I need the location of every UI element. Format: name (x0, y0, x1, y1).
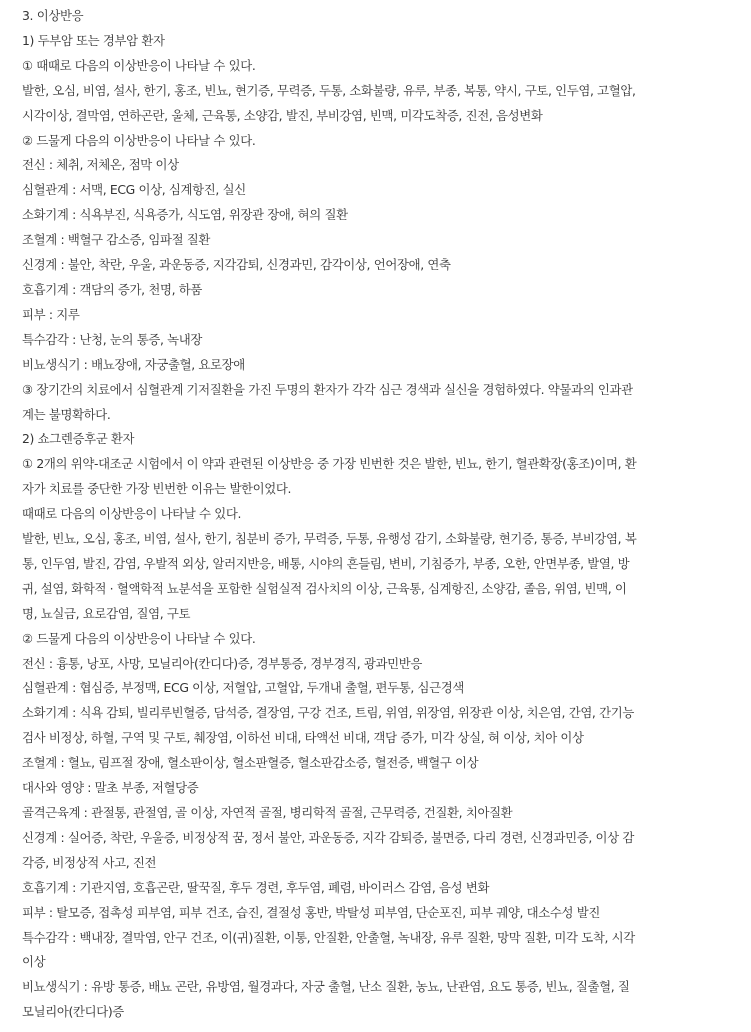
category-line: 소화기계 : 식욕부진, 식욕증가, 식도염, 위장관 장애, 혀의 질환 (22, 207, 348, 223)
text-line: 모닐리아(칸디다)증 (22, 1004, 124, 1020)
numbered-paragraph: ② 드물게 다음의 이상반응이 나타날 수 있다. (22, 630, 256, 646)
numbered-paragraph: ③ 장기간의 치료에서 심혈관계 기저질환을 가진 두명의 환자가 각각 심근 경색과 실신을 경험하였다. 약물과의 인과관 (22, 381, 633, 397)
numbered-paragraph: ① 2개의 위약-대조군 시험에서 이 약과 관련된 이상반응 중 가장 빈번한 것은 발한, 빈뇨, 한기, 혈관확장(홍조)이며, 환 (22, 456, 637, 472)
section-heading: 3. 이상반응 (22, 8, 84, 23)
text-line: 자가 치료를 중단한 가장 빈번한 이유는 발한이었다. (22, 481, 292, 497)
category-line: 대사와 영양 : 말초 부종, 저혈당증 (22, 780, 199, 796)
category-line: 심혈관계 : 협심증, 부정맥, ECG 이상, 저혈압, 고혈압, 두개내 출혈, 편두통, 심근경색 (22, 680, 465, 696)
category-line: 전신 : 체취, 저체온, 점막 이상 (22, 157, 179, 173)
category-line: 소화기계 : 식욕 감퇴, 빌리루빈혈증, 담석증, 결장염, 구강 건조, 트림, 위염, 위장염, 위장관 이상, 치은염, 간염, 간기능 (22, 705, 634, 721)
subsection-heading: 1) 두부암 또는 경부암 환자 (22, 32, 165, 48)
category-line: 조혈계 : 백혈구 감소증, 임파절 질환 (22, 232, 211, 248)
category-line: 호흡기계 : 기관지염, 호흡곤란, 딸꾹질, 후두 경련, 후두염, 폐렴, 바이러스 감염, 음성 변화 (22, 879, 490, 895)
text-line: 시각이상, 결막염, 연하곤란, 울체, 근육통, 소양감, 발진, 부비강염, 빈맥, 미각도착증, 진전, 음성변화 (22, 107, 543, 123)
text-line: 발한, 오심, 비염, 설사, 한기, 홍조, 빈뇨, 현기증, 무력증, 두통, 소화불량, 유루, 부종, 복통, 약시, 구토, 인두염, 고혈압, (22, 82, 636, 98)
category-line: 호흡기계 : 객담의 증가, 천명, 하품 (22, 281, 202, 297)
category-line: 특수감각 : 백내장, 결막염, 안구 건조, 이(귀)질환, 이통, 안질환, 안출혈, 녹내장, 유루 질환, 망막 질환, 미각 도착, 시각 (22, 929, 635, 945)
text-line: 때때로 다음의 이상반응이 나타날 수 있다. (22, 506, 242, 522)
category-line: 신경계 : 실어증, 착란, 우울증, 비정상적 꿈, 정서 불안, 과운동증, 지각 감퇴증, 불면증, 다리 경련, 신경과민증, 이상 감 (22, 829, 634, 845)
subsection-heading: 2) 쇼그렌증후군 환자 (22, 431, 135, 447)
category-line: 신경계 : 불안, 착란, 우울, 과운동증, 지각감퇴, 신경과민, 감각이상, 언어장애, 연축 (22, 257, 451, 273)
text-line: 명, 뇨실금, 요로감염, 질염, 구토 (22, 605, 191, 621)
category-line: 전신 : 흉통, 낭포, 사망, 모닐리아(칸디다)증, 경부통증, 경부경직, 광과민반응 (22, 655, 422, 671)
text-line: 검사 비정상, 하혈, 구역 및 구토, 췌장염, 이하선 비대, 타액선 비대, 객담 증가, 미각 상실, 혀 이상, 치아 이상 (22, 730, 584, 746)
category-line: 비뇨생식기 : 배뇨장애, 자궁출혈, 요로장애 (22, 356, 245, 372)
category-line: 피부 : 지루 (22, 306, 80, 322)
category-line: 골격근육계 : 관절통, 관절염, 골 이상, 자연적 골절, 병리학적 골절, 근무력증, 건질환, 치아질환 (22, 805, 513, 820)
category-line: 심혈관계 : 서맥, ECG 이상, 심계항진, 실신 (22, 182, 246, 198)
text-line: 계는 불명확하다. (22, 406, 111, 422)
category-line: 특수감각 : 난청, 눈의 통증, 녹내장 (22, 331, 202, 347)
text-line: 통, 인두염, 발진, 감염, 우발적 외상, 알러지반응, 배통, 시야의 흔들림, 변비, 기침증가, 부종, 오한, 안면부종, 발열, 방 (22, 555, 630, 571)
text-line: 이상 (22, 954, 46, 970)
text-line: 발한, 빈뇨, 오심, 홍조, 비염, 설사, 한기, 침분비 증가, 무력증, 두통, 유행성 감기, 소화불량, 현기증, 통증, 부비강염, 복 (22, 531, 637, 547)
numbered-paragraph: ② 드물게 다음의 이상반응이 나타날 수 있다. (22, 132, 256, 148)
text-line: 각증, 비정상적 사고, 진전 (22, 854, 157, 870)
category-line: 피부 : 탈모증, 접촉성 피부염, 피부 건조, 습진, 결절성 홍반, 박탈성 피부염, 단순포진, 피부 궤양, 대소수성 발진 (22, 904, 600, 920)
text-line: 귀, 설염, 화학적 · 혈액학적 뇨분석을 포함한 실험실적 검사치의 이상, 근육통, 심계항진, 소양감, 졸음, 위염, 빈맥, 이 (22, 580, 627, 596)
category-line: 조혈계 : 혈뇨, 림프절 장애, 혈소판이상, 혈소판혈증, 혈소판감소증, 혈전증, 백혈구 이상 (22, 755, 479, 771)
category-line: 비뇨생식기 : 유방 통증, 배뇨 곤란, 유방염, 월경과다, 자궁 출혈, 난소 질환, 농뇨, 난관염, 요도 통증, 빈뇨, 질출혈, 질 (22, 979, 630, 995)
numbered-paragraph: ① 때때로 다음의 이상반응이 나타날 수 있다. (22, 57, 256, 73)
